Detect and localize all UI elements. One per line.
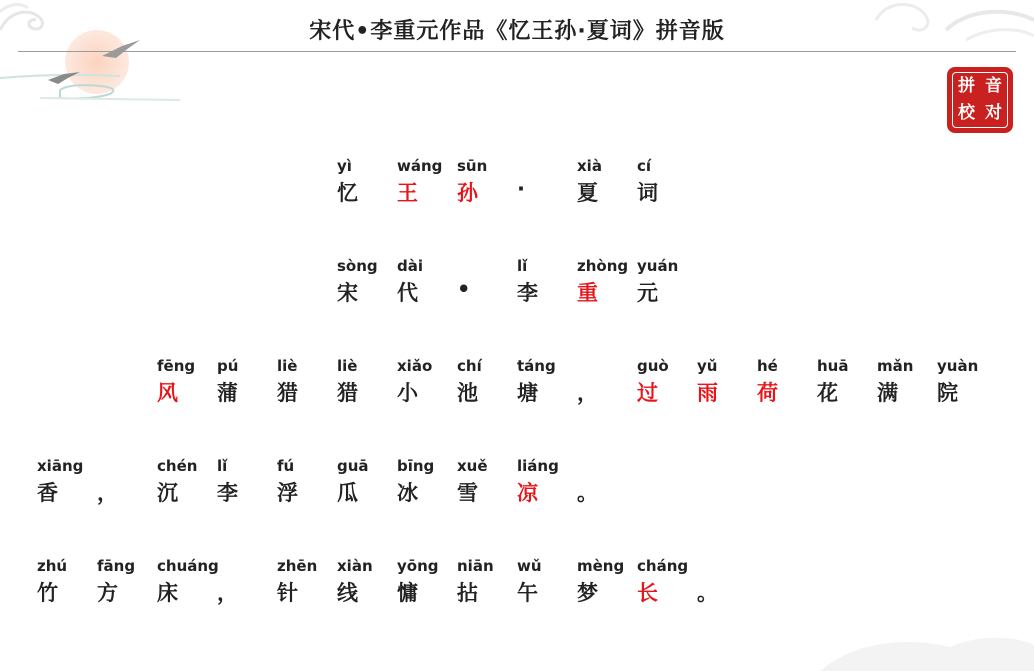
- hanzi-character: 瓜: [337, 481, 358, 505]
- poem-cell: [517, 457, 577, 517]
- poem-cell: [457, 357, 517, 417]
- pinyin-text: lǐ: [517, 257, 528, 275]
- hanzi-character: 香: [37, 481, 58, 505]
- pinyin-text: yuán: [637, 257, 679, 275]
- pinyin-text: sòng: [337, 257, 378, 275]
- poem-cell: [517, 357, 577, 417]
- pinyin-text: xiāng: [37, 457, 84, 475]
- hanzi-character: 猎: [337, 381, 358, 405]
- pinyin-text: niān: [457, 557, 494, 575]
- poem-cell: [637, 157, 697, 217]
- hanzi-character: 李: [217, 481, 238, 505]
- seal-char: 音: [985, 76, 1002, 96]
- poem-cell: [397, 257, 457, 317]
- poem-cell: [277, 357, 337, 417]
- poem-cell: [157, 557, 217, 617]
- hanzi-character: 冰: [397, 481, 418, 505]
- pinyin-text: zhú: [37, 557, 68, 575]
- hanzi-character: 蒲: [217, 381, 238, 405]
- hanzi-character: ，: [97, 481, 118, 505]
- poem-cell: [457, 257, 517, 317]
- hanzi-character: 慵: [397, 581, 418, 605]
- pinyin-text: bīng: [397, 457, 435, 475]
- hanzi-character: 。: [697, 581, 718, 605]
- pinyin-text: wáng: [397, 157, 443, 175]
- hanzi-character: 宋: [337, 281, 358, 305]
- hanzi-character: 梦: [577, 581, 598, 605]
- hanzi-character: 李: [517, 281, 538, 305]
- hanzi-character: 猎: [277, 381, 298, 405]
- poem-cell: [577, 557, 637, 617]
- poem-cell: [577, 157, 637, 217]
- pinyin-text: xuě: [457, 457, 488, 475]
- poem-cell: [577, 457, 637, 517]
- poem-cell: [637, 357, 697, 417]
- hanzi-character: 荷: [757, 381, 778, 405]
- pinyin-text: yuàn: [937, 357, 979, 375]
- hanzi-character: 重: [577, 281, 598, 305]
- hanzi-character: 夏: [577, 181, 598, 205]
- pinyin-text: chuáng: [157, 557, 219, 575]
- pinyin-text: wǔ: [517, 557, 542, 575]
- pinyin-text: lǐ: [217, 457, 228, 475]
- poem-cell: [337, 557, 397, 617]
- pinyin-text: guò: [637, 357, 669, 375]
- pinyin-text: fú: [277, 457, 295, 475]
- hanzi-character: 池: [457, 381, 478, 405]
- pinyin-text: zhēn: [277, 557, 318, 575]
- pinyin-proofread-seal: [948, 68, 1012, 132]
- hanzi-character: 。: [577, 481, 598, 505]
- poem-cell: [457, 157, 517, 217]
- poem-cell: [517, 257, 577, 317]
- pinyin-text: táng: [517, 357, 556, 375]
- hanzi-character: 竹: [37, 581, 58, 605]
- pinyin-text: yōng: [397, 557, 439, 575]
- hanzi-character: 忆: [337, 181, 358, 205]
- pinyin-text: sūn: [457, 157, 488, 175]
- hanzi-character: 代: [397, 281, 418, 305]
- pinyin-text: xià: [577, 157, 602, 175]
- hanzi-character: 元: [637, 281, 658, 305]
- poem-cell: [457, 557, 517, 617]
- poem-cell: [217, 357, 277, 417]
- pinyin-text: yì: [337, 157, 352, 175]
- hanzi-character: 雨: [697, 381, 718, 405]
- hanzi-character: 王: [397, 181, 418, 205]
- title-divider: [18, 51, 1016, 52]
- pinyin-text: chén: [157, 457, 198, 475]
- hanzi-character: 过: [637, 381, 658, 405]
- pinyin-text: mèng: [577, 557, 625, 575]
- hanzi-character: ，: [217, 581, 238, 605]
- pinyin-text: pú: [217, 357, 239, 375]
- hanzi-character: ，: [577, 381, 598, 405]
- hanzi-character: 拈: [457, 581, 478, 605]
- poem-cell: [397, 157, 457, 217]
- hanzi-character: 午: [517, 581, 538, 605]
- hanzi-character: 风: [157, 381, 178, 405]
- hanzi-character: 雪: [457, 481, 478, 505]
- poem-cell: [877, 357, 937, 417]
- poem-cell: [97, 457, 157, 517]
- hanzi-character: 塘: [517, 381, 538, 405]
- poem-cell: [697, 357, 757, 417]
- hanzi-character: 孙: [457, 181, 478, 205]
- hanzi-character: 词: [637, 181, 658, 205]
- hanzi-character: 针: [277, 581, 298, 605]
- poem-cell: [517, 157, 577, 217]
- poem-cell: [37, 557, 97, 617]
- poem-cell: [397, 457, 457, 517]
- pinyin-text: yǔ: [697, 357, 718, 375]
- pinyin-text: huā: [817, 357, 849, 375]
- poem-cell: [157, 357, 217, 417]
- pinyin-text: xiàn: [337, 557, 373, 575]
- hanzi-character: ·: [517, 177, 525, 201]
- seal-char: 拼: [958, 76, 975, 96]
- poem-cell: [277, 457, 337, 517]
- pinyin-text: liè: [337, 357, 358, 375]
- hanzi-character: 方: [97, 581, 118, 605]
- hanzi-character: 花: [817, 381, 838, 405]
- pinyin-text: guā: [337, 457, 369, 475]
- hanzi-character: 长: [637, 581, 658, 605]
- poem-cell: [337, 457, 397, 517]
- pinyin-text: liáng: [517, 457, 559, 475]
- pinyin-text: cháng: [637, 557, 689, 575]
- poem-cell: [517, 557, 577, 617]
- poem-cell: [577, 357, 637, 417]
- poem-cell: [757, 357, 817, 417]
- poem-cell: [397, 557, 457, 617]
- cloud-bottom-right-icon: [820, 625, 1034, 671]
- hanzi-character: 院: [937, 381, 958, 405]
- hanzi-character: 床: [157, 581, 178, 605]
- pinyin-text: hé: [757, 357, 778, 375]
- pinyin-text: fēng: [157, 357, 196, 375]
- poem-cell: [937, 357, 997, 417]
- pinyin-text: zhòng: [577, 257, 629, 275]
- hanzi-character: 浮: [277, 481, 298, 505]
- hanzi-character: 满: [877, 381, 898, 405]
- pinyin-text: xiǎo: [397, 357, 433, 375]
- poem-cell: [217, 457, 277, 517]
- pinyin-text: dài: [397, 257, 424, 275]
- poem-cell: [457, 457, 517, 517]
- poem-cell: [217, 557, 277, 617]
- seal-char: 对: [985, 103, 1002, 123]
- hanzi-character: 沉: [157, 481, 178, 505]
- hanzi-character: 凉: [517, 481, 538, 505]
- pinyin-text: cí: [637, 157, 652, 175]
- poem-cell: [37, 457, 97, 517]
- pinyin-text: mǎn: [877, 357, 914, 375]
- poem-cell: [817, 357, 877, 417]
- hanzi-character: •: [457, 277, 471, 301]
- poem-cell: [637, 257, 697, 317]
- pinyin-text: chí: [457, 357, 482, 375]
- poem-cell: [637, 557, 697, 617]
- poem-cell: [97, 557, 157, 617]
- poem-cell: [577, 257, 637, 317]
- hanzi-character: 线: [337, 581, 358, 605]
- poem-cell: [337, 157, 397, 217]
- poem-cell: [277, 557, 337, 617]
- poem-cell: [337, 357, 397, 417]
- poem-cell: [157, 457, 217, 517]
- hanzi-character: 小: [397, 381, 418, 405]
- pinyin-text: liè: [277, 357, 298, 375]
- pinyin-text: fāng: [97, 557, 136, 575]
- poem-cell: [397, 357, 457, 417]
- poem-cell: [337, 257, 397, 317]
- seal-char: 校: [958, 103, 975, 123]
- poem-cell: [697, 557, 757, 617]
- page-title: 宋代•李重元作品《忆王孙·夏词》拼音版: [309, 19, 725, 44]
